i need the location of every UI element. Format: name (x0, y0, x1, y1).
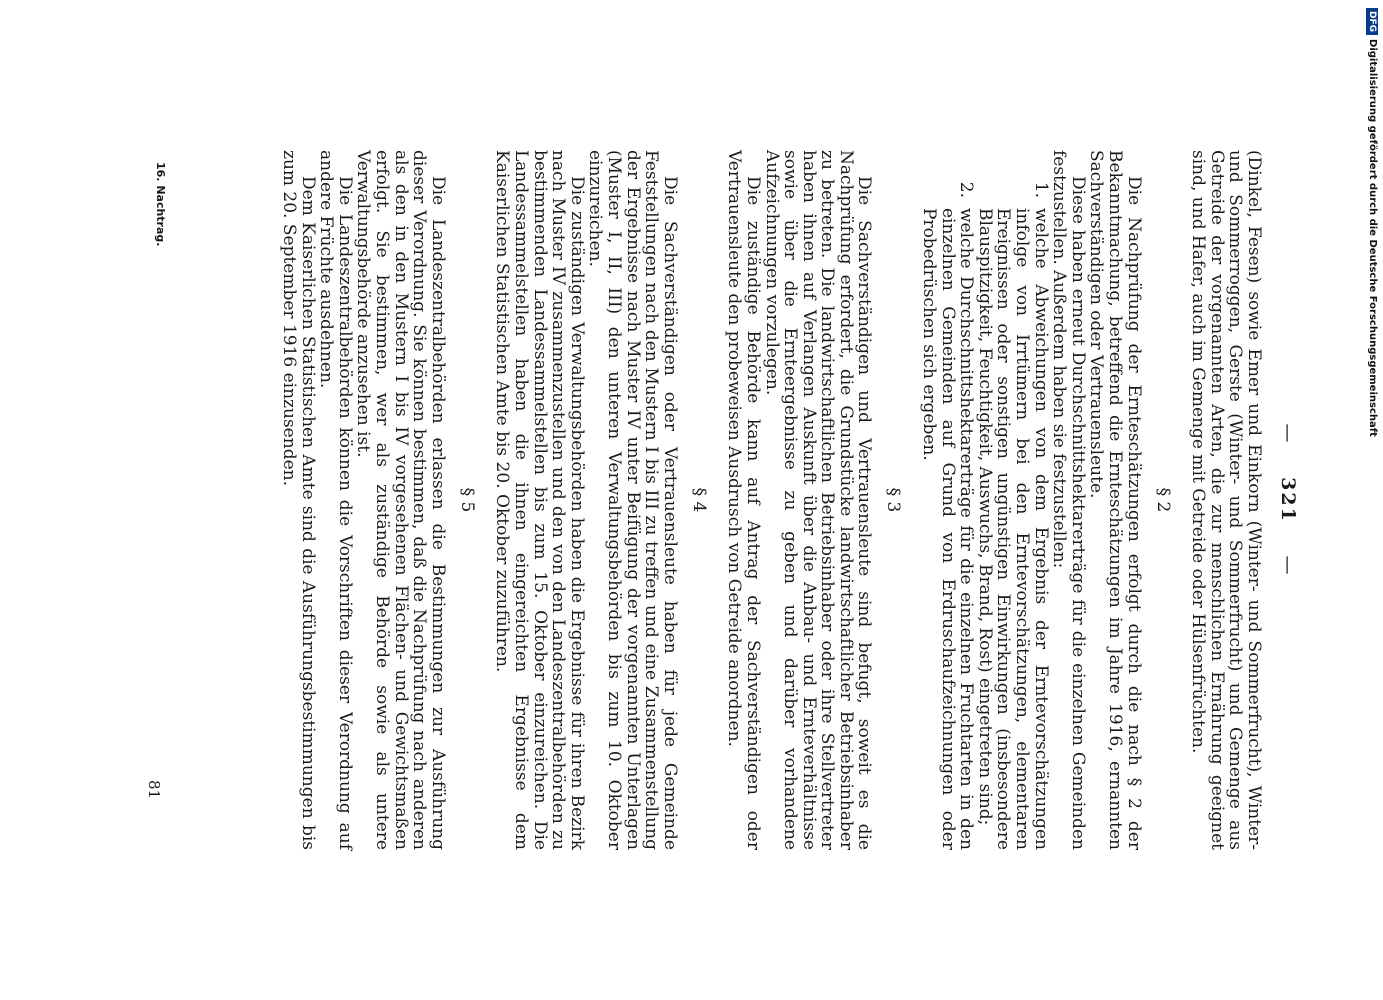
header-dash-left: — (1277, 423, 1299, 445)
list-text: welche Durchschnittshektarerträge für die einzelnen Fruchtarten in den einzelnen Gemeinden auf Grund von Erdruschaufzeichnungen oder Probedrüschen sich ergeben. (919, 208, 977, 850)
header-dash-right: — (1277, 555, 1299, 577)
dfg-credit: Digitalisierung gefördert durch die Deutsche Forschungsgemeinschaft (1367, 39, 1378, 437)
document-body (279, 150, 1263, 850)
footer-sheet-number: 81 (145, 780, 163, 800)
dfg-watermark-text (1366, 8, 1378, 437)
section-4-paragraph-1: Die Sachverständigen oder Vertrauensleute haben für jede Gemeinde Feststellungen nach den Mustern I bis III zu treffen und eine Zusammenstellung der Ergebnisse nach Muster IV unter Beifügung der vorgenannten Unterlagen (Muster I, II, III) den unteren Verwaltungsbehörden bis zum 10. Oktober einzureichen. (585, 150, 680, 850)
section-2-paragraph-2: Diese haben erneut Durchschnittshektarerträge für die einzelnen Gemeinden festzustellen. Außerdem haben sie festzustellen: (1049, 150, 1088, 850)
section-5-paragraph-3: Dem Kaiserlichen Statistischen Amte sind die Ausführungsbestimmungen bis zum 20. September 1916 einzusenden. (279, 150, 318, 850)
dfg-logo: DFG (1366, 8, 1378, 35)
intro-paragraph: (Dinkel, Fesen) sowie Emer und Einkorn (Winter- und Sommerfrucht), Winter- und Sommerroggen, Gerste (Winter- und Sommerfrucht) und Gemenge aus Getreide der vorgenannten Arten, die zur menschlichen Ernährung geeignet sind, und Hafer, auch im Gemenge mit Getreide oder Hülsenfrüchten. (1188, 150, 1264, 850)
section-2-heading: § 2 (1152, 487, 1173, 513)
section-3-paragraph-2: Die zuständige Behörde kann auf Antrag der Sachverständigen oder Vertrauensleute den probeweisen Ausdrusch von Getreide anordnen. (724, 150, 763, 850)
dfg-watermark (1362, 8, 1380, 988)
footer-supplement-label: 16. Nachtrag. (154, 162, 167, 247)
section-2-list (920, 150, 1050, 850)
section-4-heading: § 4 (688, 487, 709, 513)
list-item (975, 150, 1049, 850)
section-3-paragraph-1: Die Sachverständigen und Vertrauensleute sind befugt, soweit es die Nachprüfung erfordert, die Grundstücke landwirtschaftlicher Betriebsinhaber zu betreten. Die landwirtschaftlichen Betriebsinhaber oder ihre Stellvertreter haben ihnen auf Verlangen Auskunft über die Anbau- und Ernteverhältnisse sowie über die Ernteergebnisse zu geben und darüber vorhandene Aufzeichnungen vorzulegen. (761, 150, 875, 850)
section-5-paragraph-2: Die Landeszentralbehörden können die Vorschriften dieser Verordnung auf andere Früchte ausdehnen. (316, 150, 355, 850)
section-4-paragraph-2: Die zuständigen Verwaltungsbehörden haben die Ergebnisse für ihren Bezirk nach Muster IV zusammenzustellen und den von den Landeszentralbehörden zu bestimmenden Landessammelstellen bis zum 15. Oktober einzureichen. Die Landessammelstellen haben die ihnen eingereichten Ergebnisse dem Kaiserlichen Statistischen Amte bis 20. Oktober zuzuführen. (492, 150, 587, 850)
section-5-heading: § 5 (456, 487, 477, 513)
section-3-heading: § 3 (883, 487, 904, 513)
list-number: 1. (1030, 181, 1051, 198)
page-header (1277, 0, 1299, 1000)
page-number: 321 (1277, 477, 1299, 523)
list-item (920, 150, 976, 850)
list-number: 2. (956, 181, 977, 198)
section-5-paragraph-1: Die Landeszentralbehörden erlassen die Bestimmungen zur Ausführung dieser Verordnung. Sie können bestimmen, daß die Nachprüfung nach anderen als den in den Mustern I bis IV vorgesehenen Flächen- und Gewichtsmaßen erfolgt. Sie bestimmen, wer als zuständige Behörde sowie als untere Verwaltungsbehörde anzusehen ist. (353, 150, 448, 850)
section-2-paragraph-1: Die Nachprüfung der Ernteschätzungen erfolgt durch die nach § 2 der Bekanntmachung, betreffend die Ernteschätzungen im Jahre 1916, ernannten Sachverständigen oder Vertrauensleute. (1086, 150, 1144, 850)
list-text: welche Abweichungen von dem Ergebnis der Erntevorschätzungen infolge von Irrtümern bei den Erntevorschätzungen, elementaren Ereignissen oder sonstigen ungünstigen Einwirkungen (insbesondere Blauspitzigkeit, Feuchtigkeit, Auswuchs, Brand, Rost) eingetreten sind; (974, 208, 1051, 850)
